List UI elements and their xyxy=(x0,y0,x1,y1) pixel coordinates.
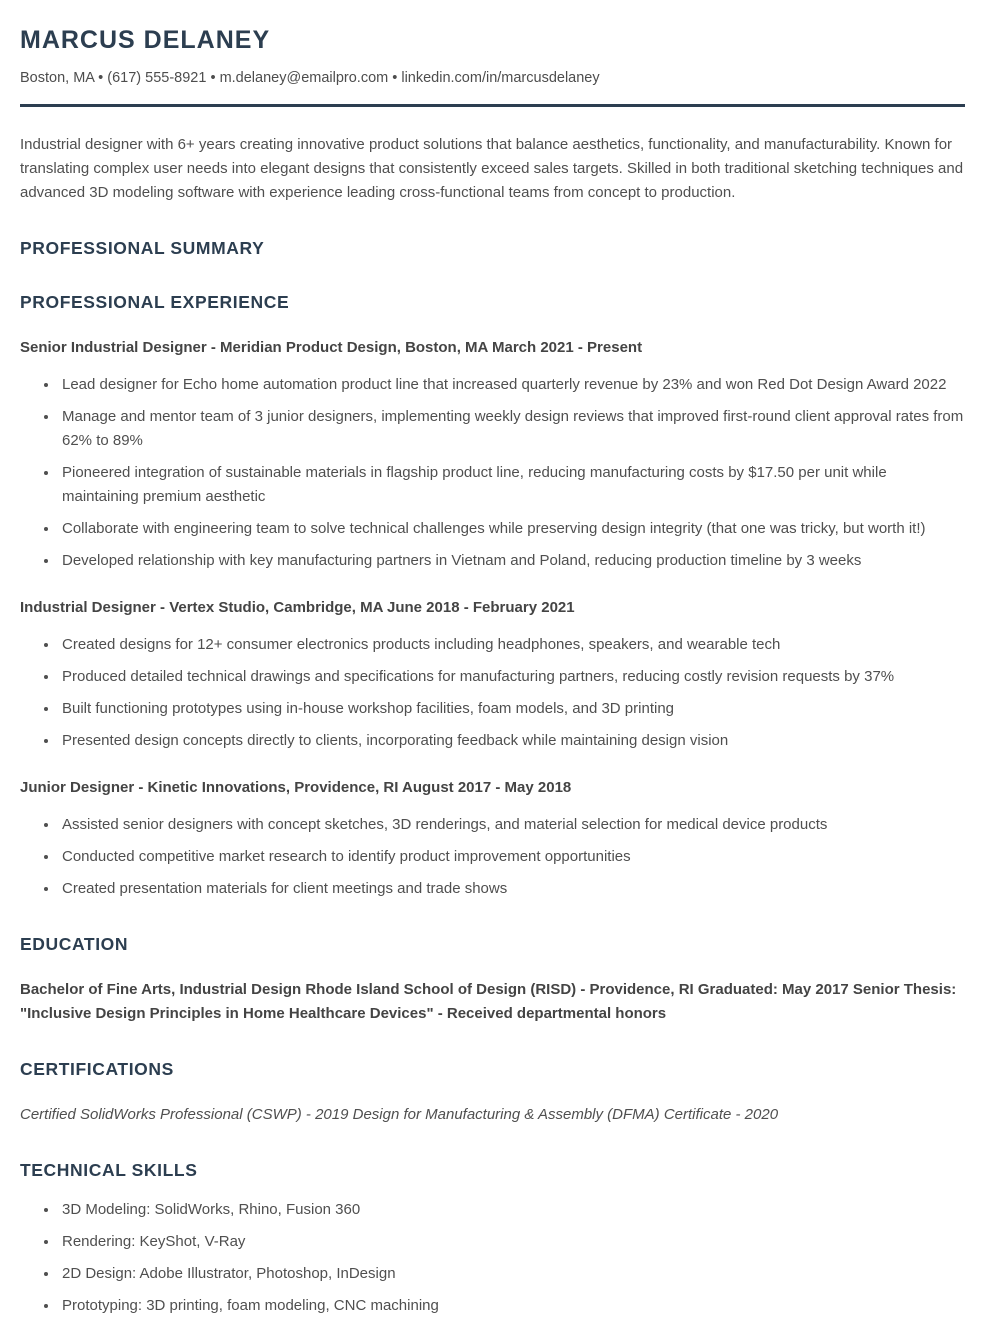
skill-bullet: • 2D Design: Adobe Illustrator, Photoshop, InDesign xyxy=(59,1262,965,1286)
job-bullet: • Presented design concepts directly to clients, incorporating feedback while maintaining design vision xyxy=(59,729,965,753)
section-title-technical-skills: TECHNICAL SKILLS xyxy=(20,1160,198,1180)
job-heading-senior-industrial-designer: Senior Industrial Designer - Meridian Product Design, Boston, MA March 2021 - Present xyxy=(20,339,643,356)
job-bullet: • Lead designer for Echo home automation product line that increased quarterly revenue by 23% and won Red Dot Design Award 2022 xyxy=(59,373,965,397)
education-text: Bachelor of Fine Arts, Industrial Design Rhode Island School of Design (RISD) - Providence, RI Graduated: May 2017 Senior Thesis: "Inclusive Design Principles in Home Healthcare Devices" - Received departmental honors xyxy=(20,981,957,1022)
skills-bullet-list xyxy=(20,1198,965,1318)
section-title-certifications: CERTIFICATIONS xyxy=(20,1059,174,1079)
job-heading-industrial-designer: Industrial Designer - Vertex Studio, Cambridge, MA June 2018 - February 2021 xyxy=(20,599,575,616)
job-bullet: • Pioneered integration of sustainable materials in flagship product line, reducing manufacturing costs by $17.50 per unit while maintaining premium aesthetic xyxy=(59,461,965,509)
job-bullet: • Conducted competitive market research to identify product improvement opportunities xyxy=(59,845,965,869)
job-bullet: • Developed relationship with key manufacturing partners in Vietnam and Poland, reducing production timeline by 3 weeks xyxy=(59,549,965,573)
contact-line: Boston, MA • (617) 555-8921 • m.delaney@emailpro.com • linkedin.com/in/marcusdelaney xyxy=(20,70,600,86)
job-bullet: • Created designs for 12+ consumer electronics products including headphones, speakers, and wearable tech xyxy=(59,633,965,657)
section-title-education: EDUCATION xyxy=(20,934,129,954)
job-bullet: • Created presentation materials for client meetings and trade shows xyxy=(59,877,965,901)
resume-name: MARCUS DELANEY xyxy=(20,26,271,54)
skill-bullet: • Prototyping: 3D printing, foam modeling, CNC machining xyxy=(59,1294,965,1318)
job-bullet: • Built functioning prototypes using in-house workshop facilities, foam models, and 3D printing xyxy=(59,697,965,721)
job-bullet: • Assisted senior designers with concept sketches, 3D renderings, and material selection for medical device products xyxy=(59,813,965,837)
job-heading-junior-designer: Junior Designer - Kinetic Innovations, Providence, RI August 2017 - May 2018 xyxy=(20,779,572,796)
section-title-professional-summary: PROFESSIONAL SUMMARY xyxy=(20,238,265,258)
job-bullet-list xyxy=(20,633,965,753)
skill-bullet: • 3D Modeling: SolidWorks, Rhino, Fusion 360 xyxy=(59,1198,965,1222)
job-bullet: • Manage and mentor team of 3 junior designers, implementing weekly design reviews that improved first-round client approval rates from 62% to 89% xyxy=(59,405,965,453)
skill-bullet: • Rendering: KeyShot, V-Ray xyxy=(59,1230,965,1254)
certifications-text: Certified SolidWorks Professional (CSWP) - 2019 Design for Manufacturing & Assembly (DFMA) Certificate - 2020 xyxy=(20,1106,779,1123)
summary-paragraph: Industrial designer with 6+ years creating innovative product solutions that balance aesthetics, functionality, and manufacturability. Known for translating complex user needs into elegant designs that consistently exceed sales targets. Skilled in both traditional sketching techniques and advanced 3D modeling software with experience leading cross-functional teams from concept to production. xyxy=(20,136,964,201)
job-bullet-list xyxy=(20,373,965,573)
header-divider xyxy=(20,104,965,107)
section-title-professional-experience: PROFESSIONAL EXPERIENCE xyxy=(20,292,290,312)
job-bullet: • Collaborate with engineering team to solve technical challenges while preserving design integrity (that one was tricky, but worth it!) xyxy=(59,517,965,541)
job-bullet-list xyxy=(20,813,965,901)
job-bullet: • Produced detailed technical drawings and specifications for manufacturing partners, reducing costly revision requests by 37% xyxy=(59,665,965,689)
